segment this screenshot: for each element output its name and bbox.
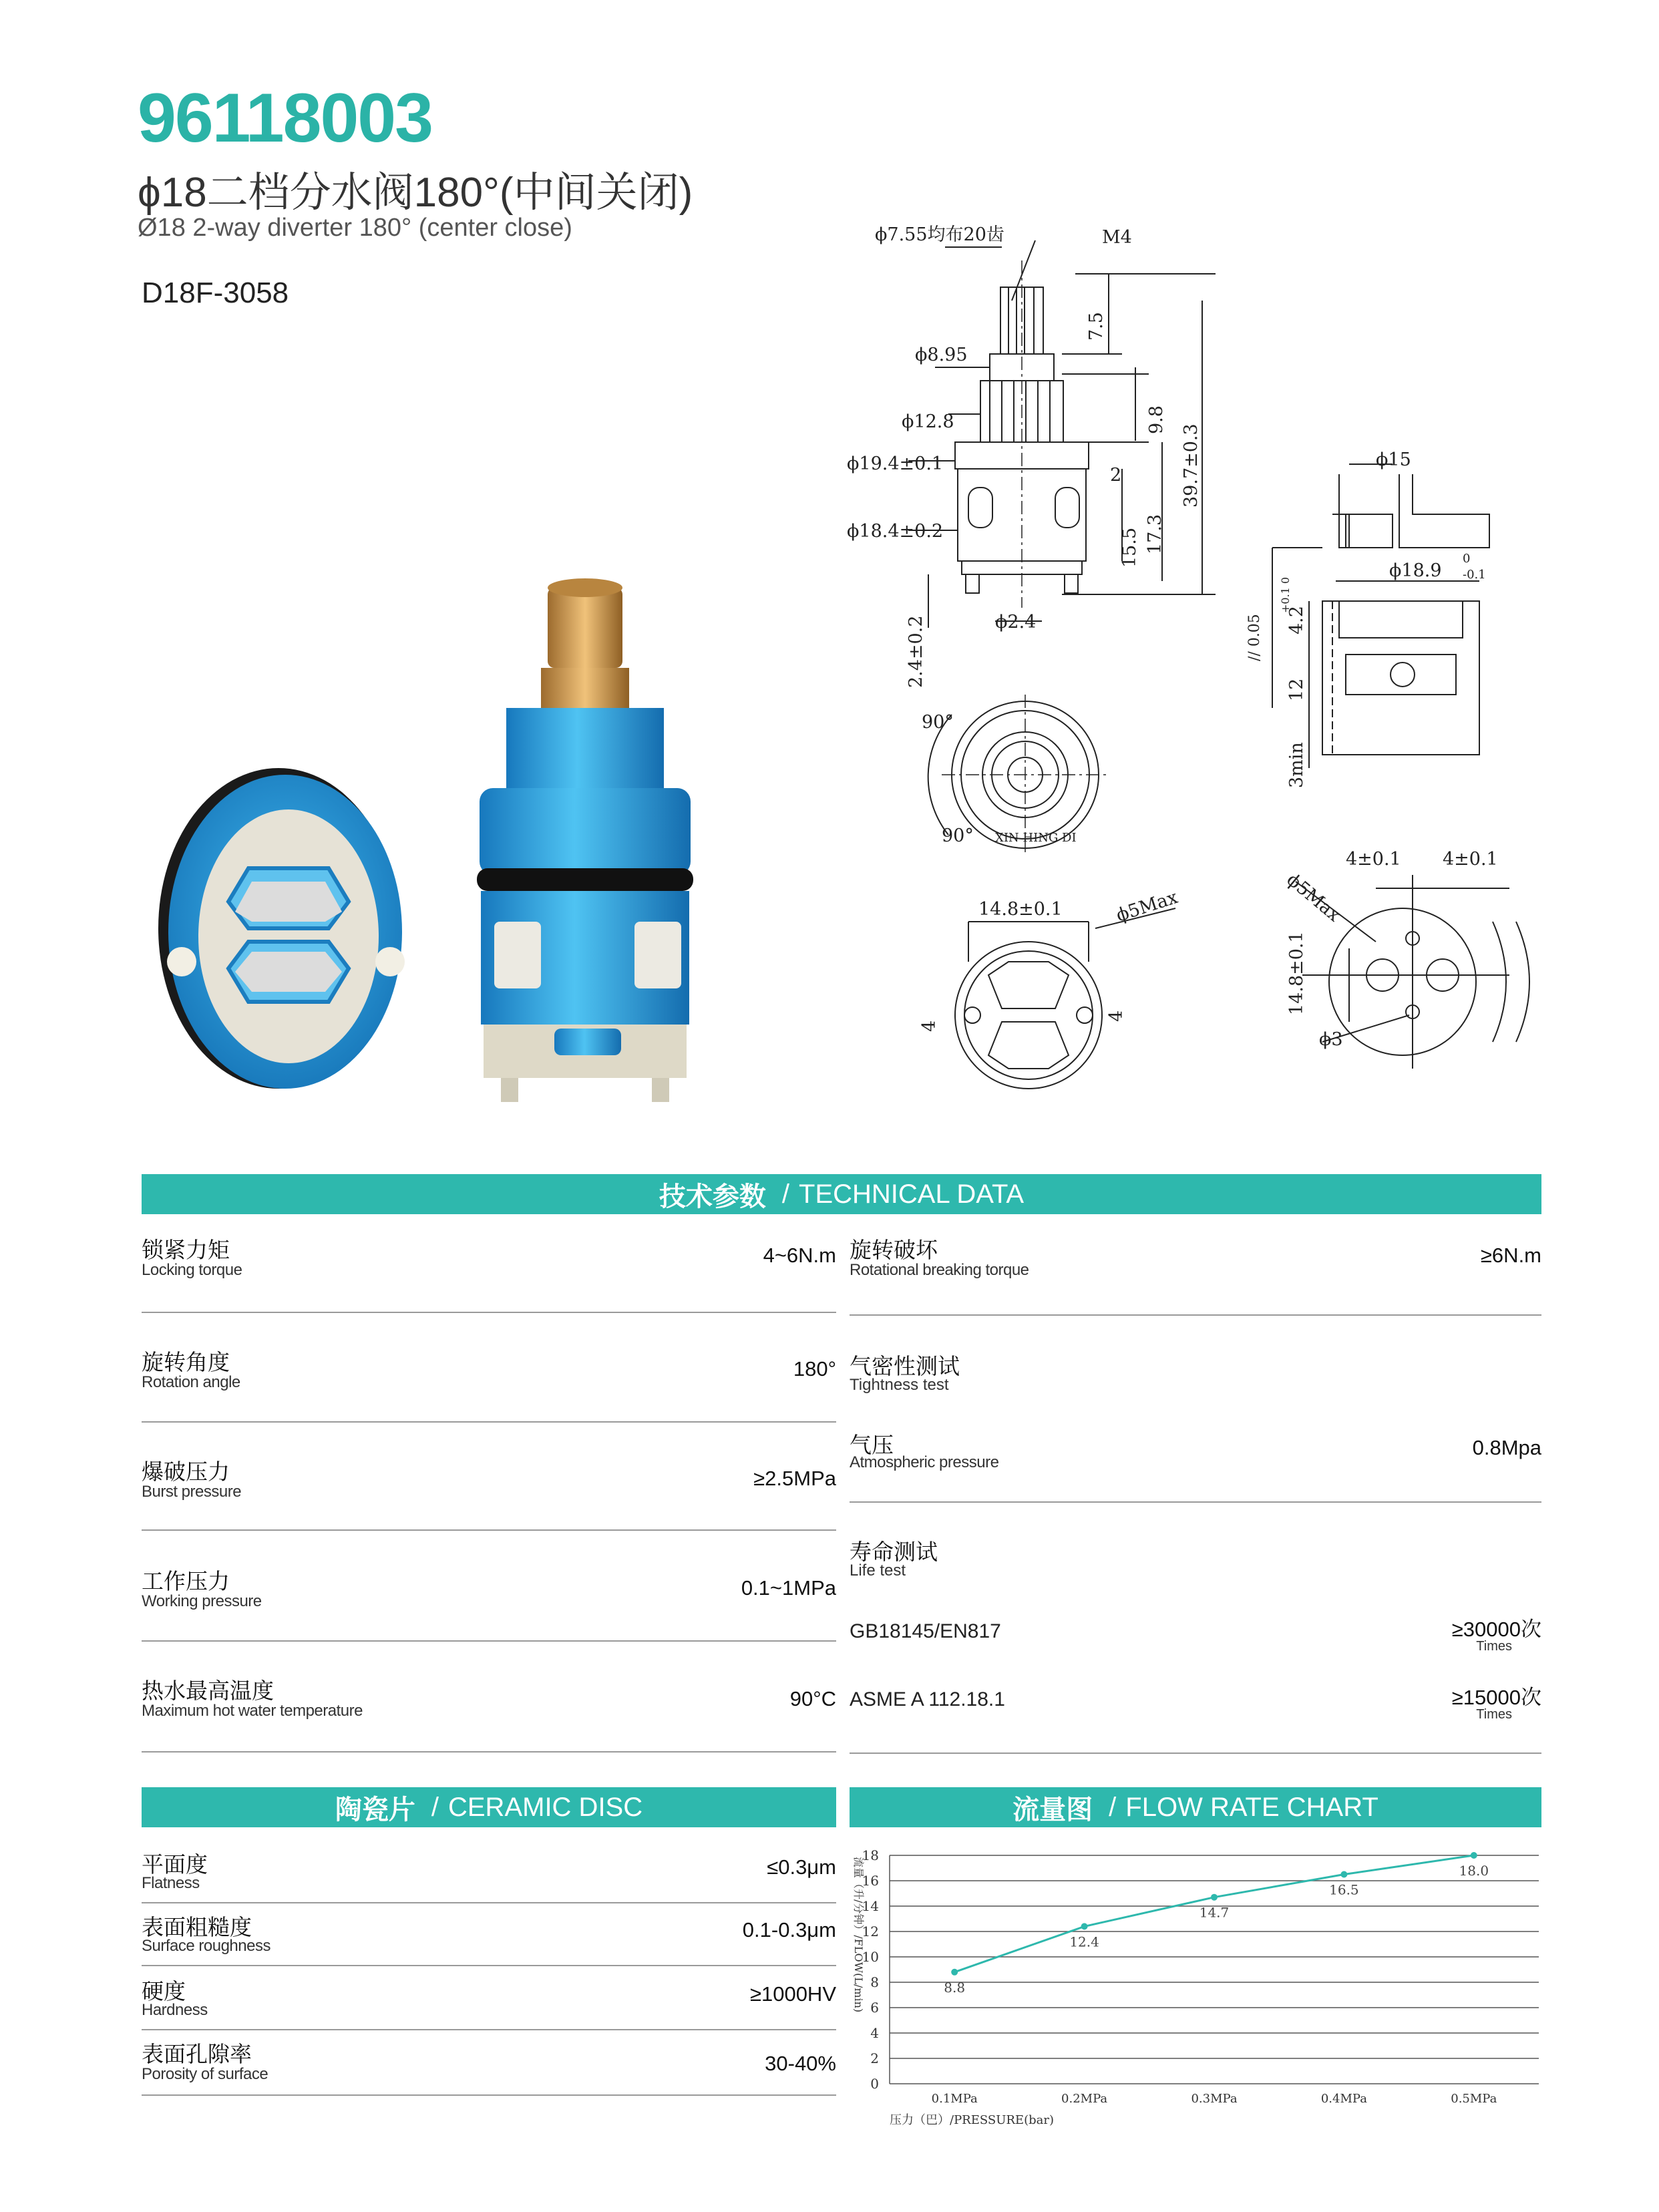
y-tick-label: 12: [862, 1923, 879, 1940]
spec-value: 90°C: [789, 1687, 836, 1710]
spec-value: 30-40%: [765, 2052, 836, 2075]
y-tick-label: 10: [862, 1949, 879, 1965]
spec-label-en: Atmospheric pressure: [850, 1453, 999, 1471]
spec-label-en: Locking torque: [142, 1261, 242, 1279]
spec-label-cn: 旋转角度: [142, 1350, 230, 1374]
spec-value: 0.1~1MPa: [741, 1576, 836, 1600]
technical-band-sep: /: [781, 1179, 790, 1209]
spec-label-en: Tightness test: [850, 1376, 949, 1394]
spec-label-cn: 热水最高温度: [142, 1678, 274, 1703]
dim-h4a: 4±0.1: [1346, 849, 1401, 870]
spec-label-en: Flatness: [142, 1874, 200, 1892]
spec-label-cn: 寿命测试: [850, 1539, 938, 1564]
technical-band-en: TECHNICAL DATA: [799, 1179, 1025, 1209]
spec-label-cn: 硬度: [142, 1979, 186, 2004]
y-tick-label: 4: [870, 2025, 879, 2041]
technical-drawing: [842, 220, 1549, 1102]
y-tick-label: 16: [862, 1873, 879, 1889]
dim-h2: 2: [1110, 465, 1122, 486]
life-standard: GB18145/EN817: [850, 1620, 1001, 1642]
dim-h155: 15.5: [1119, 527, 1140, 568]
spec-working-pressure: [142, 1560, 836, 1642]
data-point: [1081, 1923, 1088, 1929]
data-point: [1211, 1894, 1218, 1901]
spec-label-en: Rotational breaking torque: [850, 1261, 1029, 1279]
spec-label-cn: 爆破压力: [142, 1459, 230, 1484]
spec-value: 4~6N.m: [763, 1244, 836, 1267]
ceramic-band-sep: /: [431, 1792, 439, 1822]
data-label: 14.7: [1199, 1904, 1230, 1921]
life-times-label: Times: [1476, 1707, 1512, 1722]
spec-value: ≥1000HV: [749, 1982, 836, 2006]
dim-h42-tol: +0.1 0: [1279, 576, 1292, 613]
dim-h3min: 3min: [1286, 742, 1307, 788]
dim-h42: 4.2: [1286, 606, 1307, 634]
spec-value: ≤0.3μm: [767, 1855, 836, 1879]
life-test-row: [850, 1679, 1541, 1754]
data-point: [1340, 1871, 1347, 1878]
spec-label-cn: 平面度: [142, 1852, 208, 1877]
spec-label-cn: 锁紧力矩: [142, 1238, 230, 1262]
spec-rotational-breaking-torque: [850, 1229, 1541, 1316]
dim-w4a: 4: [919, 1020, 940, 1032]
y-tick-label: 8: [870, 1974, 879, 1990]
spec-burst-pressure: [142, 1451, 836, 1531]
dim-h75: 7.5: [1086, 312, 1107, 341]
dim-h397: 39.7±0.3: [1181, 423, 1202, 508]
product-title-cn: ϕ18二档分水阀180°(中间关闭): [138, 170, 693, 216]
life-times-label: Times: [1476, 1639, 1512, 1654]
data-point: [1471, 1852, 1477, 1859]
flow-band-cn: 流量图: [1012, 1795, 1093, 1825]
spec-label-cn: 表面粗糙度: [142, 1915, 252, 1940]
x-tick-label: 0.4MPa: [1320, 2092, 1367, 2106]
dim-s148: 14.8±0.1: [1286, 931, 1307, 1015]
spec-label-cn: 气密性测试: [850, 1354, 960, 1378]
spec-label-en: Hardness: [142, 2001, 208, 2019]
dim-s189-tol-top: 0: [1463, 552, 1471, 566]
dim-d184: ϕ18.4±0.2: [847, 521, 944, 542]
ceramic-surface-roughness: [142, 1910, 836, 1966]
life-cycles: ≥30000次: [1451, 1618, 1541, 1641]
x-tick-label: 0.2MPa: [1061, 2092, 1108, 2106]
cartridge-bottom-photo: [142, 761, 422, 1109]
spec-label-en: Burst pressure: [142, 1483, 242, 1501]
ceramic-hardness: [142, 1974, 836, 2030]
spec-rotation-angle: [142, 1341, 836, 1423]
ceramic-flatness: [142, 1847, 836, 1903]
x-tick-label: 0.3MPa: [1191, 2092, 1238, 2106]
data-label: 18.0: [1459, 1863, 1489, 1879]
spec-label-en: Rotation angle: [142, 1373, 240, 1391]
spec-label-cn: 气压: [850, 1433, 894, 1457]
ceramic-disc-band: [142, 1787, 836, 1827]
spec-life-test: [850, 1535, 1541, 1582]
top-view-drawing: [922, 695, 1109, 855]
y-axis-title: 流量（升/分钟）/FLOW(L/min): [852, 1857, 865, 2013]
bottom-view-drawing: [919, 887, 1180, 1089]
brand-marking: XIN HING DI: [995, 831, 1077, 845]
x-tick-label: 0.1MPa: [931, 2092, 978, 2106]
product-code: D18F-3058: [142, 276, 289, 309]
seat-plan-drawing: [1283, 849, 1529, 1069]
ceramic-porosity: [142, 2037, 836, 2096]
data-point: [951, 1969, 958, 1976]
dim-s15: ϕ15: [1376, 449, 1411, 470]
spec-label-cn: 工作压力: [142, 1569, 230, 1594]
dim-s5max: ϕ5Max: [1282, 869, 1344, 926]
spec-label-en: Maximum hot water temperature: [142, 1702, 363, 1720]
dim-w148: 14.8±0.1: [978, 899, 1063, 920]
dim-s3: ϕ3: [1319, 1029, 1343, 1050]
technical-data-band: [142, 1174, 1541, 1214]
cartridge-side-photo: [441, 561, 748, 1115]
dim-h24: 2.4±0.2: [906, 615, 926, 688]
dim-s189: ϕ18.9: [1389, 560, 1442, 581]
dim-h4b: 4±0.1: [1443, 849, 1498, 870]
life-cycles: ≥15000次: [1451, 1686, 1541, 1709]
y-tick-label: 6: [870, 2000, 879, 2016]
flow-rate-chart: [843, 1841, 1544, 2128]
y-tick-label: 2: [870, 2050, 879, 2066]
dim-angle-top: 90°: [922, 712, 954, 733]
dim-d5max: ϕ5Max: [1113, 886, 1181, 926]
spec-label-en: Life test: [850, 1561, 906, 1580]
dim-d194: ϕ19.4±0.1: [847, 453, 944, 474]
spec-value: 0.1-0.3μm: [742, 1918, 836, 1942]
dim-angle-bottom: 90°: [942, 825, 974, 846]
ceramic-band-cn: 陶瓷片: [335, 1795, 415, 1825]
dim-d24: ϕ2.4: [995, 612, 1037, 632]
model-number: 96118003: [138, 79, 432, 157]
flow-band-en: FLOW RATE CHART: [1125, 1792, 1378, 1822]
seat-section-drawing: [1246, 449, 1489, 788]
product-title-en: Ø18 2-way diverter 180° (center close): [138, 214, 572, 242]
technical-band-cn: 技术参数: [659, 1181, 766, 1212]
dim-m4: M4: [1102, 227, 1132, 248]
y-tick-label: 14: [862, 1898, 879, 1914]
spec-label-en: Working pressure: [142, 1592, 262, 1610]
x-tick-label: 0.5MPa: [1451, 2092, 1497, 2106]
spec-locking-torque: [142, 1229, 836, 1313]
life-standard: ASME A 112.18.1: [850, 1688, 1005, 1710]
spec-label-en: Surface roughness: [142, 1937, 270, 1955]
life-test-row: [850, 1612, 1541, 1654]
x-axis-title: 压力（巴）/PRESSURE(bar): [890, 2113, 1054, 2127]
y-tick-label: 0: [870, 2076, 879, 2092]
data-label: 16.5: [1329, 1881, 1359, 1898]
spec-label-cn: 旋转破坏: [850, 1238, 938, 1262]
dim-w4b: 4: [1106, 1010, 1127, 1022]
dim-d128: ϕ12.8: [902, 411, 954, 432]
spec-label-cn: 表面孔隙率: [142, 2042, 252, 2066]
dim-h98: 9.8: [1146, 405, 1167, 434]
dim-h12: 12: [1286, 678, 1307, 701]
spec-label-en: Porosity of surface: [142, 2065, 268, 2083]
spec-value: ≥2.5MPa: [753, 1467, 836, 1490]
dim-parallel: // 0.05: [1246, 614, 1263, 661]
dim-s189-tol-bottom: -0.1: [1463, 568, 1486, 582]
spec-atmospheric-pressure: [850, 1427, 1541, 1503]
spec-tightness-test: [850, 1349, 1541, 1396]
spec-max-hot-water: [142, 1670, 836, 1753]
y-tick-label: 18: [862, 1847, 879, 1863]
spec-value: 0.8Mpa: [1472, 1436, 1541, 1459]
data-label: 12.4: [1069, 1933, 1099, 1950]
ceramic-band-en: CERAMIC DISC: [447, 1792, 643, 1822]
data-label: 8.8: [944, 1979, 966, 1996]
spec-value: 180°: [793, 1357, 836, 1380]
side-view-drawing: [847, 224, 1216, 688]
dim-h173: 17.3: [1145, 514, 1165, 554]
dim-teeth: ϕ7.55均布20齿: [875, 224, 1004, 245]
spec-value: ≥6N.m: [1480, 1244, 1541, 1267]
dim-d895: ϕ8.95: [915, 345, 968, 365]
flow-chart-band: [850, 1787, 1541, 1827]
flow-band-sep: /: [1109, 1792, 1117, 1822]
